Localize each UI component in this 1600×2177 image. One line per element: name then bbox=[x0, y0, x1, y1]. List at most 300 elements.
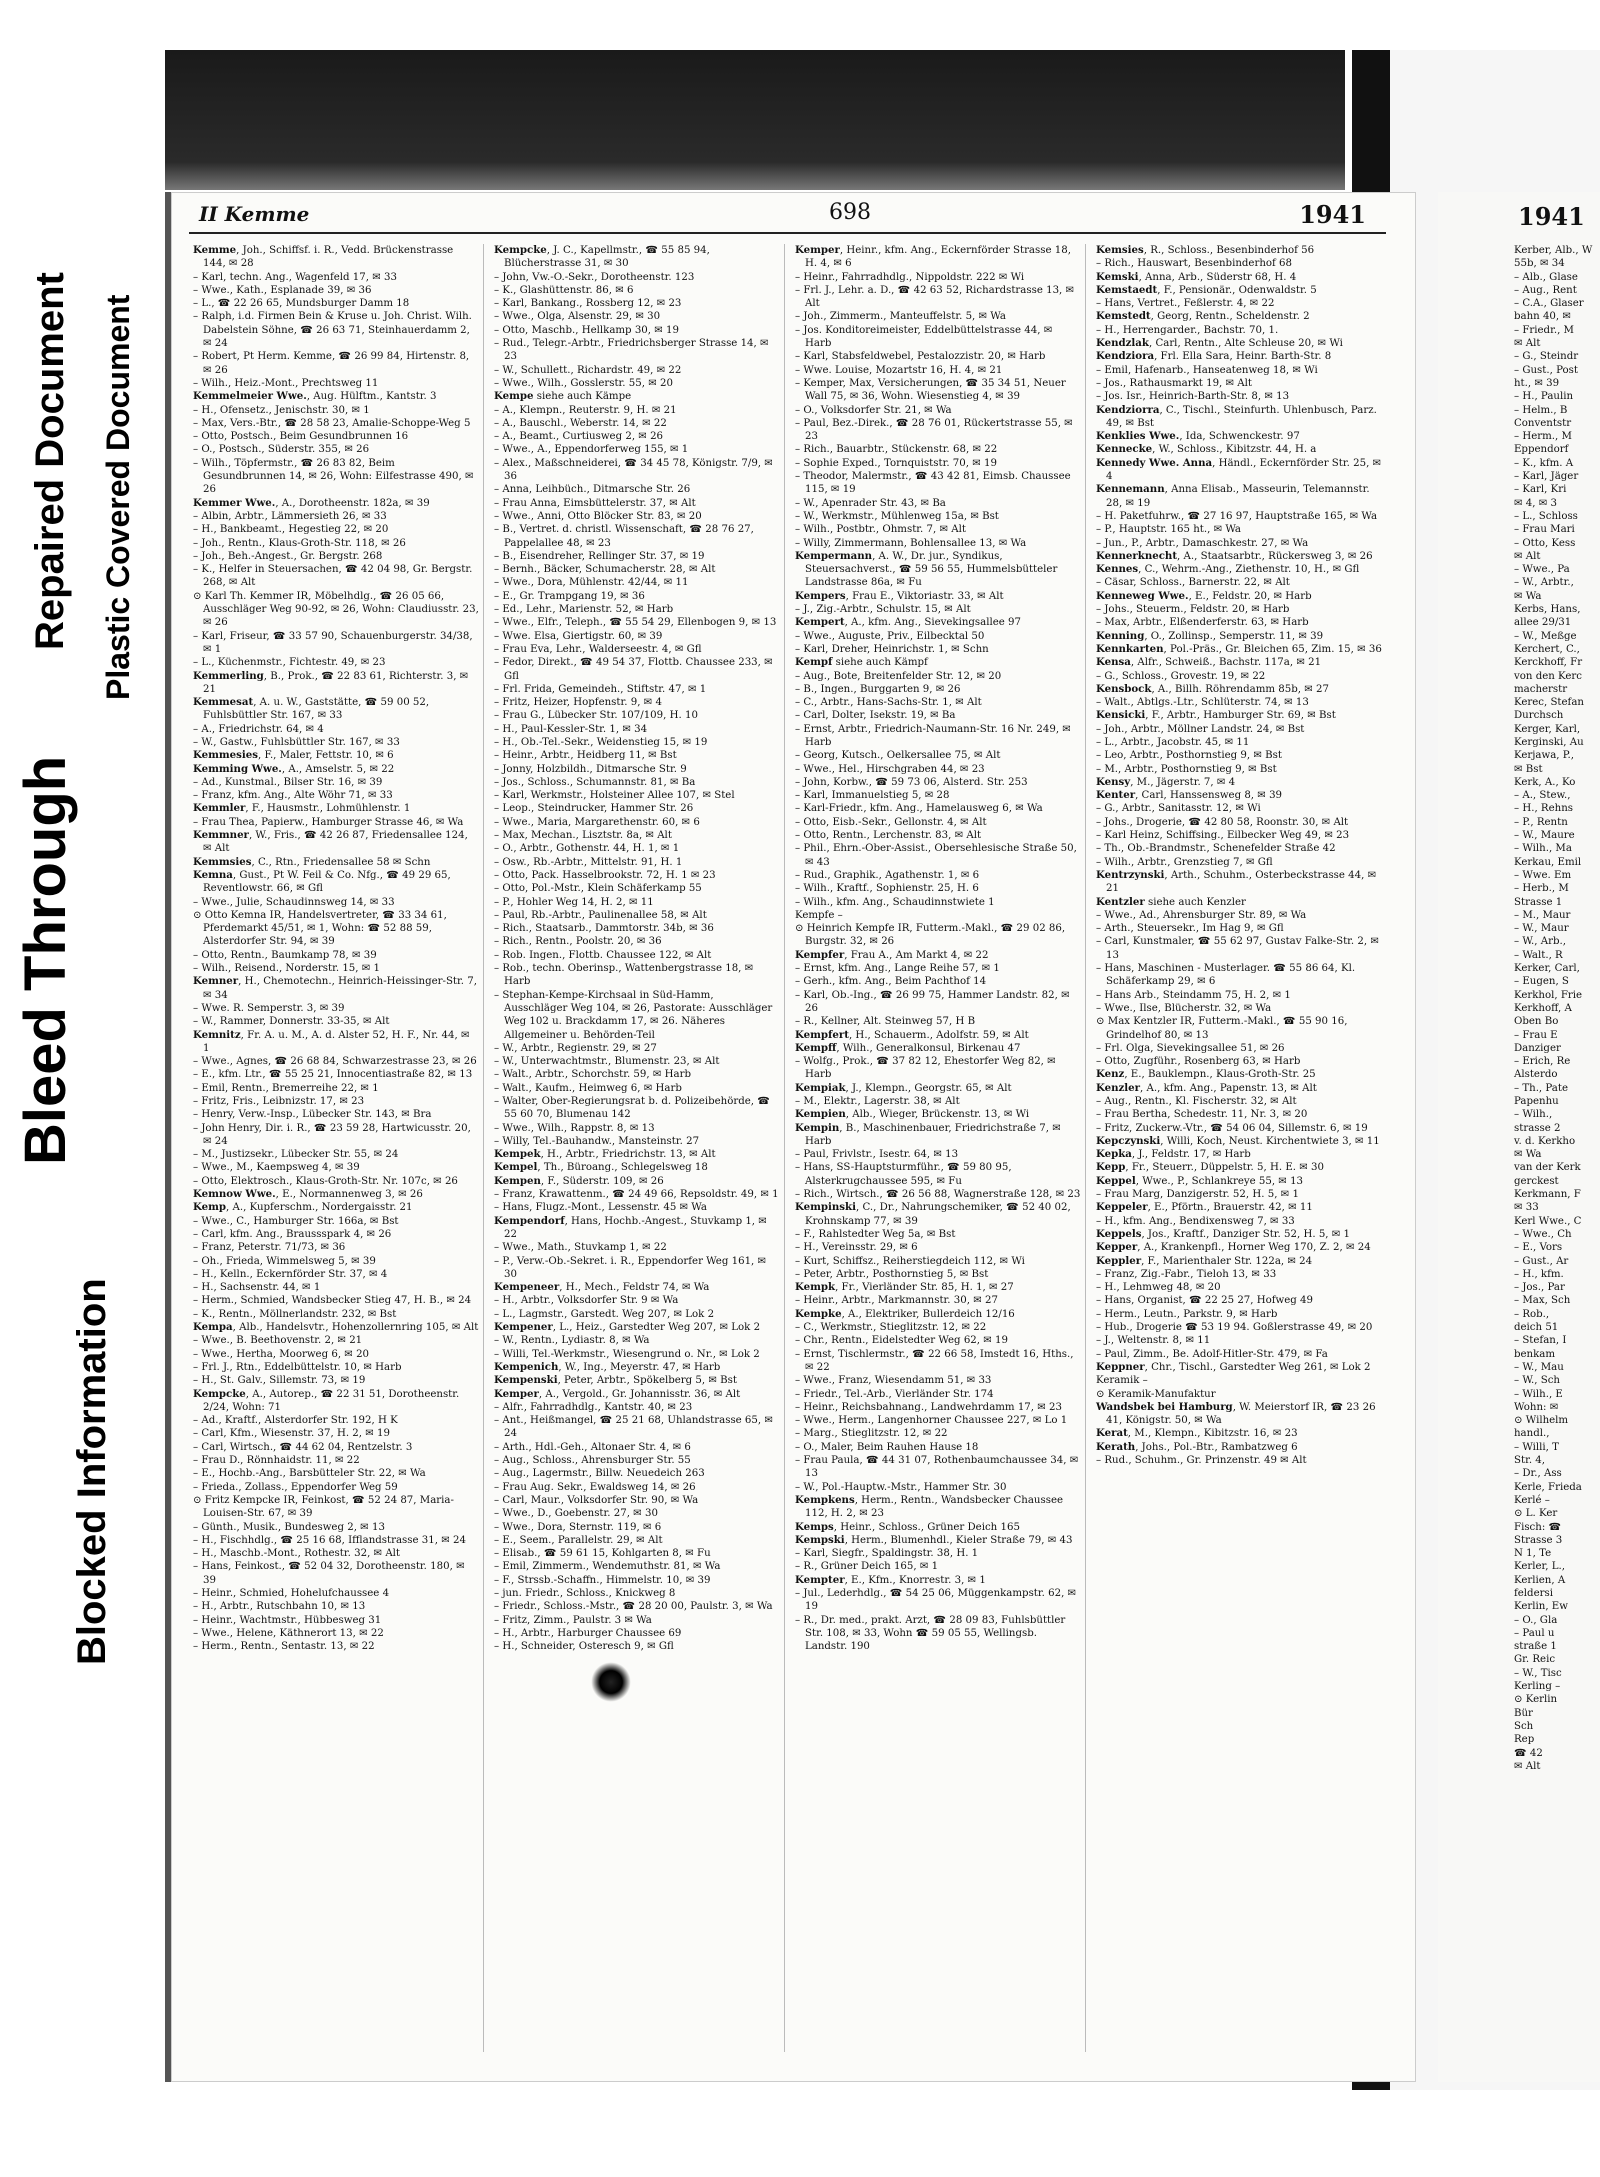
directory-entry: – Osw., Rb.-Arbtr., Mittelstr. 91, H. 1 bbox=[494, 856, 683, 868]
directory-entry: – B., Vertret. d. christl. Wissenschaft, ☎ 28 76 27, Pappelallee 48, ✉ 23 bbox=[494, 524, 754, 549]
directory-entry: – Wwe., Dora, Sternstr. 119, ✉ 6 bbox=[494, 1521, 662, 1533]
directory-entry: – Johs., Drogerie, ☎ 42 80 58, Roonstr. 30, ✉ Alt bbox=[1096, 816, 1349, 828]
next-page-fragment bbox=[1438, 192, 1600, 2082]
next-page-line: benkam bbox=[1514, 1348, 1556, 1360]
directory-page bbox=[165, 192, 1416, 2082]
directory-entry: – Elisab., ☎ 59 61 15, Kohlgarten 8, ✉ Fu bbox=[494, 1548, 711, 1560]
directory-entry: Kemstedt, Georg, Rentn., Scheldenstr. 2 bbox=[1096, 310, 1310, 323]
directory-entry: – Günth., Musik., Bundesweg 2, ✉ 13 bbox=[193, 1521, 385, 1533]
directory-entry: – Henry, Verw.-Insp., Lübecker Str. 143, ✉ Bra bbox=[193, 1109, 432, 1121]
directory-entry: – L., ☎ 22 26 65, Mundsburger Damm 18 bbox=[193, 298, 410, 310]
directory-entry: – Frau Aug. Sekr., Ewaldsweg 14, ✉ 26 bbox=[494, 1481, 696, 1493]
directory-entry: – Emil, Zimmerm., Wendemuthstr. 81, ✉ Wa bbox=[494, 1561, 721, 1573]
next-page-line: – W., Mau bbox=[1514, 1361, 1564, 1373]
ink-blot bbox=[591, 1662, 631, 1702]
directory-entry: – A., Beamt., Curtiusweg 2, ✉ 26 bbox=[494, 431, 664, 443]
directory-entry: – Leo, Arbtr., Posthornstieg 9, ✉ Bst bbox=[1096, 750, 1282, 762]
next-page-line: – W., Meßge bbox=[1514, 630, 1577, 642]
next-page-line: – Wilh., Ma bbox=[1514, 843, 1572, 855]
directory-entry: – Jos., Schloss., Schumannstr. 81, ✉ Ba bbox=[494, 776, 696, 788]
next-page-line: – W., Sch bbox=[1514, 1375, 1560, 1387]
directory-entry: ⊙ Karl Th. Kemmer IR, Möbelhdlg., ☎ 26 05 66, Ausschläger Weg 90-92, ✉ 26, Wohn: Claudiusstr. 23, ✉ 26 bbox=[193, 590, 479, 629]
directory-columns bbox=[189, 244, 1386, 2052]
directory-entry: – Paul, Zimm., Be. Adolf-Hitler-Str. 479, ✉ Fa bbox=[1096, 1348, 1328, 1360]
directory-entry: – Peter, Arbtr., Posthornstieg 5, ✉ Bst bbox=[795, 1268, 989, 1280]
directory-entry: – Wwe., Wilh., Gosslerstr. 55, ✉ 20 bbox=[494, 377, 673, 389]
directory-entry: Kempenski, Peter, Arbtr., Spökelberg 5, ✉ Bst bbox=[494, 1374, 737, 1387]
directory-entry: Kennkarten, Pol.-Präs., Gr. Bleichen 65, Zim. 15, ✉ 36 bbox=[1096, 642, 1382, 655]
directory-entry: – C., Arbtr., Hans-Sachs-Str. 1, ✉ Alt bbox=[795, 697, 982, 709]
directory-entry: Kenning, O., Zollinsp., Semperstr. 11, ✉ 39 bbox=[1096, 629, 1324, 642]
directory-entry: – Fritz, Fris., Leibnizstr. 17, ✉ 23 bbox=[193, 1096, 365, 1107]
directory-entry: – Rud., Graphik., Agathenstr. 1, ✉ 6 bbox=[795, 869, 980, 881]
directory-entry: – Wwe., Agnes, ☎ 26 68 84, Schwarzestrasse 23, ✉ 26 bbox=[193, 1056, 477, 1068]
directory-entry: Kensbock, A., Billh. Röhrendamm 85b, ✉ 27 bbox=[1096, 682, 1329, 695]
directory-entry: Kemmelmeier Wwe., Aug. Hülftm., Kantstr. 3 bbox=[193, 390, 437, 403]
directory-entry: – K., Glashüttenstr. 86, ✉ 6 bbox=[494, 284, 634, 296]
directory-entry: – Theodor, Malermstr., ☎ 43 42 81, Eimsb. Chaussee 115, ✉ 19 bbox=[795, 471, 1071, 496]
directory-entry: – O., Postsch., Süderstr. 355, ✉ 26 bbox=[193, 444, 370, 456]
directory-entry: – Kemper, Max, Versicherungen, ☎ 35 34 51, Neuer Wall 75, ✉ 36, Wohn. Wiesenstieg 4, ✉ 39 bbox=[795, 377, 1066, 403]
directory-entry: – Franz, Peterstr. 71/73, ✉ 36 bbox=[193, 1242, 346, 1254]
directory-entry: – E., Gr. Trampgang 19, ✉ 36 bbox=[494, 590, 645, 602]
directory-entry: Kempen, F., Süderstr. 109, ✉ 26 bbox=[494, 1174, 664, 1187]
directory-entry: – C., Werkmstr., Stieglitzstr. 12, ✉ 22 bbox=[795, 1322, 987, 1334]
directory-entry: Kennecke, W., Schloss., Kibitzstr. 44, H. a bbox=[1096, 443, 1317, 456]
directory-entry: – Karl, Friseur, ☎ 33 57 90, Schauenburgerstr. 34/38, ✉ 1 bbox=[193, 630, 473, 655]
directory-entry: Kemper, Heinr., kfm. Ang., Eckernförder Strasse 18, H. 4, ✉ 6 bbox=[795, 244, 1071, 270]
next-page-line: Strasse 1 bbox=[1514, 896, 1563, 908]
directory-entry: – Wilh., Reisend., Norderstr. 15, ✉ 1 bbox=[193, 963, 381, 975]
directory-entry: – Wwe., Elfr., Teleph., ☎ 55 54 29, Ellenbogen 9, ✉ 13 bbox=[494, 617, 777, 629]
next-page-line: – Walt., R bbox=[1514, 949, 1563, 961]
next-page-line: Fisch: ☎ bbox=[1514, 1521, 1562, 1533]
directory-entry: Kepp, Fr., Steuerr., Düppelstr. 5, H. E. ✉ 30 bbox=[1096, 1161, 1324, 1174]
directory-entry: – Rich., Wirtsch., ☎ 26 56 88, Wagnerstraße 128, ✉ 23 bbox=[795, 1189, 1081, 1201]
next-page-line: von den Kerc bbox=[1514, 670, 1582, 682]
directory-entry: – H., Ob.-Tel.-Sekr., Weidenstieg 15, ✉ 19 bbox=[494, 736, 708, 748]
directory-entry: – Wwe. Elsa, Giertigstr. 60, ✉ 39 bbox=[494, 630, 663, 642]
directory-entry: – A., Bauschl., Weberstr. 14, ✉ 22 bbox=[494, 417, 667, 429]
directory-entry: – Franz, kfm. Ang., Alte Wöhr 71, ✉ 33 bbox=[193, 790, 393, 802]
directory-entry: – Stephan-Kempe-Kirchsaal in Süd-Hamm, Ausschläger Weg 104, ✉ 26, Pastorate: Ausschläger Weg 102 u. Brackdamm 17, ✉ 26. Näheres Allgemeiner u. Behörden-Teil bbox=[494, 989, 773, 1041]
next-page-line: – O., Gla bbox=[1514, 1614, 1558, 1626]
directory-entry: – Heinr., Schmied, Hohelufchaussee 4 bbox=[193, 1587, 390, 1599]
next-page-line: – K., kfm. A bbox=[1514, 457, 1574, 469]
directory-entry: – Paul, Rb.-Arbtr., Paulinenallee 58, ✉ Alt bbox=[494, 909, 707, 921]
next-page-line: – Eugen, S bbox=[1514, 976, 1569, 988]
directory-entry: Kempers, Frau E., Viktoriastr. 33, ✉ Alt bbox=[795, 589, 1004, 602]
next-page-line: ✉ Bst bbox=[1514, 763, 1543, 775]
directory-entry: Kensy, M., Jägerstr. 7, ✉ 4 bbox=[1096, 775, 1236, 788]
next-page-line: – Jos., Par bbox=[1514, 1282, 1565, 1294]
next-page-line: – Max, Sch bbox=[1514, 1295, 1571, 1307]
next-page-line: – Th., Pate bbox=[1514, 1082, 1568, 1094]
directory-entry: – Wwe., Herm., Langenhorner Chaussee 227, ✉ Lo 1 bbox=[795, 1415, 1068, 1427]
directory-entry: – Otto, Pack. Hasselbrookstr. 72, H. 1 ✉ 23 bbox=[494, 869, 716, 881]
next-page-line: Kerkhol, Frie bbox=[1514, 989, 1583, 1001]
directory-entry: – Aug., Schloss., Ahrensburger Str. 55 bbox=[494, 1455, 691, 1467]
next-page-line: Kerber, Alb., W bbox=[1514, 245, 1593, 256]
directory-entry: Kemnow Wwe., E., Normannenweg 3, ✉ 26 bbox=[193, 1188, 423, 1201]
directory-entry: – Ernst, kfm. Ang., Lange Reihe 57, ✉ 1 bbox=[795, 963, 1000, 975]
directory-entry: – Frau Thea, Papierw., Hamburger Strasse 46, ✉ Wa bbox=[193, 816, 464, 828]
next-page-column bbox=[1514, 244, 1600, 1773]
directory-entry: – W., Rammer, Donnerstr. 33-35, ✉ Alt bbox=[193, 1016, 390, 1028]
directory-entry: – L., Küchenmstr., Fichtestr. 49, ✉ 23 bbox=[193, 657, 386, 669]
directory-entry: – R., Dr. med., prakt. Arzt, ☎ 28 09 83, Fuhlsbüttler Str. 108, ✉ 33, Wohn ☎ 59 05 55, Wellingsb. Landstr. 190 bbox=[795, 1614, 1066, 1653]
directory-entry: – Walt., Arbtr., Schorchstr. 59, ✉ Harb bbox=[494, 1069, 691, 1081]
directory-entry: Kempk, Fr., Vierländer Str. 85, H. 1, ✉ 27 bbox=[795, 1281, 1014, 1294]
next-page-line: Kerlin, Ew bbox=[1514, 1601, 1568, 1613]
directory-entry: Kempel, Th., Büroang., Schlegelsweg 18 bbox=[494, 1161, 708, 1174]
directory-entry: – E., Seem., Parallelstr. 29, ✉ Alt bbox=[494, 1534, 663, 1546]
directory-entry: – Franz, Zig.-Fabr., Tieloh 13, ✉ 33 bbox=[1096, 1268, 1277, 1280]
directory-entry: – Frau G., Lübecker Str. 107/109, H. 10 bbox=[494, 710, 698, 722]
directory-entry: Kemsies, R., Schloss., Besenbinderhof 56 bbox=[1096, 244, 1315, 256]
directory-entry: Kempermann, A. W., Dr. jur., Syndikus, Steuersachverst., ☎ 59 56 55, Hummelsbütteler Landstrasse 86a, ✉ Fu bbox=[795, 549, 1058, 589]
next-page-line: – Wilh., E bbox=[1514, 1388, 1563, 1400]
directory-entry: Kempcke, J. C., Kapellmstr., ☎ 55 85 94, Blücherstrasse 31, ✉ 30 bbox=[494, 244, 710, 270]
directory-entry: Keppel, Wwe., P., Schlankreye 55, ✉ 13 bbox=[1096, 1174, 1304, 1187]
directory-entry: – Frau Marg, Danzigerstr. 52, H. 5, ✉ 1 bbox=[1096, 1189, 1299, 1201]
next-page-line: – Willi, T bbox=[1514, 1441, 1559, 1453]
directory-entry: – Arth., Steuersekr., Im Hag 9, ✉ Gfl bbox=[1096, 923, 1284, 935]
directory-entry: – R., Grüner Deich 165, ✉ 1 bbox=[795, 1561, 939, 1573]
directory-entry: Kendziora, Frl. Ella Sara, Heinr. Barth-Str. 8 bbox=[1096, 350, 1332, 363]
directory-entry: – Joh., Arbtr., Möllner Landstr. 24, ✉ Bst bbox=[1096, 723, 1305, 735]
directory-entry: – Paul, Bez.-Direk., ☎ 28 76 01, Rückertstrasse 55, ✉ 23 bbox=[795, 417, 1073, 443]
directory-entry: – Otto, Elektrosch., Klaus-Groth-Str. Nr. 107c, ✉ 26 bbox=[193, 1175, 458, 1187]
directory-entry: Kensa, Alfr., Schweiß., Bachstr. 117a, ✉ 21 bbox=[1096, 656, 1322, 669]
next-page-line: feldersi bbox=[1514, 1587, 1553, 1599]
directory-entry: – Wilh., kfm. Ang., Schaudinnstwiete 1 bbox=[795, 896, 995, 908]
directory-entry: – Wwe., Anni, Otto Blöcker Str. 83, ✉ 20 bbox=[494, 510, 702, 522]
directory-entry: – Wwe., B. Beethovenstr. 2, ✉ 21 bbox=[193, 1335, 363, 1347]
directory-entry: Kemnitz, Fr. A. u. M., A. d. Alster 52, H. F., Nr. 44, ✉ 1 bbox=[193, 1028, 470, 1054]
directory-entry: ⊙ Keramik-Manufaktur bbox=[1096, 1388, 1216, 1400]
directory-entry: – Carl, Dolter, Isekstr. 19, ✉ Ba bbox=[795, 710, 956, 722]
next-page-line: Alsterdo bbox=[1514, 1069, 1558, 1081]
directory-entry: – O., Volksdorfer Str. 21, ✉ Wa bbox=[795, 404, 952, 416]
directory-entry: – Frl. Olga, Sievekingsallee 51, ✉ 26 bbox=[1096, 1042, 1285, 1054]
directory-entry: – W., Gastw., Fuhlsbüttler Str. 167, ✉ 33 bbox=[193, 736, 400, 748]
directory-entry: – Fritz, Heizer, Hopfenstr. 9, ✉ 4 bbox=[494, 697, 662, 709]
directory-entry: – Aug., Lagermstr., Billw. Neuedeich 263 bbox=[494, 1468, 705, 1480]
directory-entry: Kenzler, A., kfm. Ang., Papenstr. 13, ✉ Alt bbox=[1096, 1081, 1317, 1094]
label-repaired-document: Repaired Document bbox=[28, 272, 72, 650]
directory-entry: ⊙ Max Kentzler IR, Futterm.-Makl., ☎ 55 90 16, Grindelhof 80, ✉ 13 bbox=[1096, 1016, 1348, 1041]
directory-entry: – Ad., Kunstmal., Bilser Str. 16, ✉ 39 bbox=[193, 776, 383, 788]
directory-entry: – Otto, Zugführ., Rosenberg 63, ✉ Harb bbox=[1096, 1056, 1301, 1068]
directory-entry: Kempendorf, Hans, Hochb.-Angest., Stuvkamp 1, ✉ 22 bbox=[494, 1214, 767, 1240]
directory-entry: Kempiak, J., Klempn., Georgstr. 65, ✉ Alt bbox=[795, 1081, 1012, 1094]
directory-entry: – Wwe., D., Goebenstr. 27, ✉ 30 bbox=[494, 1508, 658, 1520]
directory-entry: Kemmsies, C., Rtn., Friedensallee 58 ✉ Schn bbox=[193, 855, 431, 868]
directory-entry: – M., Elektr., Lagerstr. 38, ✉ Alt bbox=[795, 1096, 960, 1107]
next-page-line: Papenhu bbox=[1514, 1096, 1559, 1107]
directory-entry: Keppner, Chr., Tischl., Garstedter Weg 261, ✉ Lok 2 bbox=[1096, 1360, 1371, 1373]
directory-entry: – Marg., Stieglitzstr. 12, ✉ 22 bbox=[795, 1428, 948, 1440]
next-page-line: macherstr bbox=[1514, 683, 1568, 695]
directory-entry: ⊙ Fritz Kempcke IR, Feinkost, ☎ 52 24 87, Maria-Louisen-Str. 67, ✉ 39 bbox=[193, 1494, 454, 1520]
directory-entry: – Fedor, Direkt., ☎ 49 54 37, Flottb. Chaussee 233, ✉ Gfl bbox=[494, 657, 773, 682]
directory-entry: Keppeler, E., Pförtn., Brauerstr. 42, ✉ 11 bbox=[1096, 1201, 1313, 1214]
directory-entry: – W., Pol.-Hauptw.-Mstr., Hammer Str. 30 bbox=[795, 1481, 1007, 1493]
next-page-line: – Wwe. Em bbox=[1514, 869, 1572, 881]
next-page-line: – W., Tisc bbox=[1514, 1667, 1562, 1679]
directory-entry: – Wwe., Math., Stuvkamp 1, ✉ 22 bbox=[494, 1242, 667, 1254]
directory-entry: – Karl, Werkmstr., Holsteiner Allee 107, ✉ Stel bbox=[494, 790, 735, 802]
directory-entry: – H., Paul-Kessler-Str. 1, ✉ 34 bbox=[494, 723, 648, 735]
directory-entry: – H. Paketfuhrw., ☎ 27 16 97, Hauptstraße 165, ✉ Wa bbox=[1096, 510, 1378, 522]
column-1 bbox=[189, 244, 484, 2052]
next-page-line: deich 51 bbox=[1514, 1322, 1559, 1334]
directory-entry: – Wwe., C., Hamburger Str. 166a, ✉ Bst bbox=[193, 1215, 399, 1227]
directory-entry: – Hans, Vertret., Feßlerstr. 4, ✉ 22 bbox=[1096, 298, 1275, 310]
directory-entry: – Frau Bertha, Schedestr. 11, Nr. 3, ✉ 20 bbox=[1096, 1109, 1308, 1121]
directory-entry: – Anna, Leihbüch., Ditmarsche Str. 26 bbox=[494, 484, 691, 496]
directory-entry: – Rob., techn. Oberinsp., Wattenbergstrasse 18, ✉ Harb bbox=[494, 963, 754, 988]
directory-entry: ⊙ Heinrich Kempfe IR, Futterm.-Makl., ☎ 29 02 86, Burgstr. 32, ✉ 26 bbox=[795, 923, 1066, 948]
next-page-line: 55b, ✉ 34 bbox=[1514, 258, 1565, 270]
directory-entry: – H., Vereinsstr. 29, ✉ 6 bbox=[795, 1242, 918, 1254]
next-page-line: Sch bbox=[1514, 1720, 1534, 1732]
next-page-line: ✉ Alt bbox=[1514, 1760, 1541, 1772]
directory-entry: – Alfr., Fahrradhdlg., Kantstr. 40, ✉ 23 bbox=[494, 1401, 693, 1413]
directory-entry: Kemmerling, B., Prok., ☎ 22 83 61, Richterstr. 3, ✉ 21 bbox=[193, 669, 469, 695]
next-page-line: – H., Rehns bbox=[1514, 803, 1573, 815]
next-page-line: Kerjawa, P., bbox=[1514, 750, 1575, 762]
directory-entry: – Ralph, i.d. Firmen Bein & Kruse u. Joh. Christ. Wilh. Dabelstein Söhne, ☎ 26 63 71, Steinhauerdamm 2, ✉ 24 bbox=[193, 311, 472, 350]
directory-entry: Kerath, Johs., Pol.-Btr., Rambatzweg 6 bbox=[1096, 1440, 1298, 1453]
directory-entry: – Hub., Drogerie ☎ 53 19 94. Goßlerstrasse 49, ✉ 20 bbox=[1096, 1322, 1373, 1334]
next-page-line: ✉ Alt bbox=[1514, 550, 1541, 562]
directory-entry: Kempke, A., Elektriker, Bullerdeich 12/16 bbox=[795, 1307, 1015, 1320]
directory-entry: – H., Arbtr., Rutschbahn 10, ✉ 13 bbox=[193, 1601, 366, 1613]
directory-entry: – Herm., Schmied, Wandsbecker Stieg 47, H. B., ✉ 24 bbox=[193, 1295, 472, 1307]
directory-entry: – Carl, Wirtsch., ☎ 44 62 04, Rentzelstr. 3 bbox=[193, 1441, 413, 1453]
directory-entry: – E., Hochb.-Ang., Barsbütteler Str. 22, ✉ Wa bbox=[193, 1468, 426, 1480]
next-page-line: Eppendorf bbox=[1514, 444, 1569, 456]
label-plastic-covered-document: Plastic Covered Document bbox=[100, 294, 136, 700]
directory-entry: – H., Arbtr., Volksdorfer Str. 9 ✉ Wa bbox=[494, 1295, 679, 1307]
directory-entry: Kempa, Alb., Handelsvtr., Hohenzollernring 105, ✉ Alt bbox=[193, 1321, 479, 1334]
directory-entry: – F., Rahlstedter Weg 5a, ✉ Bst bbox=[795, 1228, 956, 1240]
directory-entry: – Rud., Telegr.-Arbtr., Friedrichsberger Strasse 14, ✉ 23 bbox=[494, 338, 769, 363]
directory-entry: – Heinr., Wachtmstr., Hübbesweg 31 bbox=[193, 1614, 382, 1626]
directory-entry: Kenneweg Wwe., E., Feldstr. 20, ✉ Harb bbox=[1096, 589, 1312, 602]
directory-entry: – Hans, SS-Hauptsturmführ., ☎ 59 80 95, Alsterkrugchaussee 595, ✉ Fu bbox=[795, 1162, 1012, 1187]
directory-entry: Keppler, F., Marienthaler Str. 122a, ✉ 24 bbox=[1096, 1254, 1313, 1267]
scan-shadow-top bbox=[165, 50, 1345, 190]
directory-entry: – Hans Arb., Steindamm 75, H. 2, ✉ 1 bbox=[1096, 989, 1291, 1001]
next-page-line: – W., Arb., bbox=[1514, 936, 1566, 948]
directory-entry: – L., Lagmstr., Garstedt. Weg 207, ✉ Lok 2 bbox=[494, 1308, 715, 1320]
directory-entry: – Otto, Pol.-Mstr., Klein Schäferkamp 55 bbox=[494, 883, 702, 895]
directory-entry: Kempenich, W., Ing., Meyerstr. 47, ✉ Harb bbox=[494, 1360, 721, 1373]
next-page-line: – Wwe., Ch bbox=[1514, 1228, 1572, 1240]
directory-entry: Kentzler siehe auch Kenzler bbox=[1096, 895, 1246, 908]
directory-entry: Kempfe – bbox=[795, 909, 843, 921]
directory-entry: – Joh., Rentn., Klaus-Groth-Str. 118, ✉ 26 bbox=[193, 537, 406, 549]
directory-entry: Kemstaedt, F., Pensionär., Odenwaldstr. 5 bbox=[1096, 283, 1317, 296]
directory-entry: – J., Zig.-Arbtr., Schulstr. 15, ✉ Alt bbox=[795, 604, 971, 616]
directory-entry: – Karl, Bankang., Rossberg 12, ✉ 23 bbox=[494, 298, 682, 310]
directory-entry: – Herm., Rentn., Sentastr. 13, ✉ 22 bbox=[193, 1641, 375, 1653]
directory-entry: Keppels, Jos., Kraftf., Danziger Str. 52, H. 5, ✉ 1 bbox=[1096, 1227, 1351, 1240]
next-page-line: Str. 4, bbox=[1514, 1455, 1546, 1467]
directory-entry: – Frau Paula, ☎ 44 31 07, Rothenbaumchaussee 34, ✉ 13 bbox=[795, 1455, 1079, 1480]
page-number: 698 bbox=[829, 200, 871, 225]
directory-entry: – B., Eisendreher, Rellinger Str. 37, ✉ 19 bbox=[494, 550, 705, 562]
next-page-line: Conventstr bbox=[1514, 417, 1572, 429]
next-page-line: Wohn: ✉ bbox=[1514, 1401, 1559, 1413]
directory-entry: – Wwe., A., Eppendorferweg 155, ✉ 1 bbox=[494, 444, 689, 456]
next-page-line: Kerginski, Au bbox=[1514, 736, 1584, 748]
next-page-line: Strasse 3 bbox=[1514, 1534, 1563, 1546]
directory-entry: – Phil., Ehrn.-Ober-Assist., Obersehlesische Straße 50, ✉ 43 bbox=[795, 843, 1077, 868]
directory-entry: – Oh., Frieda, Wimmelsweg 5, ✉ 39 bbox=[193, 1255, 376, 1267]
directory-entry: – Cäsar, Schloss., Barnerstr. 22, ✉ Alt bbox=[1096, 577, 1290, 589]
next-page-year: 1941 bbox=[1518, 202, 1585, 231]
directory-entry: – B., Ingen., Burggarten 9, ✉ 26 bbox=[795, 683, 961, 695]
directory-entry: – Chr., Rentn., Eidelstedter Weg 62, ✉ 19 bbox=[795, 1335, 1008, 1347]
directory-entry: – John, Vw.-O.-Sekr., Dorotheenstr. 123 bbox=[494, 271, 695, 283]
directory-entry: – Walt., Kaufm., Heimweg 6, ✉ Harb bbox=[494, 1082, 682, 1094]
directory-entry: – Johs., Steuerm., Feldstr. 20, ✉ Harb bbox=[1096, 604, 1290, 616]
label-bleed-through: Bleed Through bbox=[13, 755, 78, 1165]
next-page-line: – W., Arbtr., bbox=[1514, 577, 1574, 589]
directory-entry: Kendziorra, C., Tischl., Steinfurth. Uhlenbusch, Parz. 49, ✉ Bst bbox=[1096, 403, 1377, 429]
directory-entry: – O., Maler, Beim Rauhen Hause 18 bbox=[795, 1441, 979, 1453]
next-page-line: Durchsch bbox=[1514, 710, 1564, 722]
directory-entry: – Gerh., kfm. Ang., Beim Pachthof 14 bbox=[795, 976, 987, 988]
next-page-line: bahn 40, ✉ bbox=[1514, 311, 1571, 323]
directory-entry: – W., Rentn., Lydiastr. 8, ✉ Wa bbox=[494, 1335, 650, 1347]
directory-entry: – Hans, Feinkost., ☎ 52 04 32, Dorotheenstr. 180, ✉ 39 bbox=[193, 1561, 465, 1586]
directory-entry: – Carl, kfm. Ang., Braussspark 4, ✉ 26 bbox=[193, 1228, 392, 1240]
directory-entry: – Kurt, Schiffsz., Reiherstiegdeich 112, ✉ Wi bbox=[795, 1255, 1025, 1267]
directory-entry: – Karl Heinz, Schiffsing., Eilbecker Weg 49, ✉ 23 bbox=[1096, 830, 1350, 842]
directory-entry: – H., kfm. Ang., Bendixensweg 7, ✉ 33 bbox=[1096, 1215, 1295, 1227]
directory-entry: – Jos. Konditoreimeister, Eddelbüttelstrasse 44, ✉ Harb bbox=[795, 324, 1053, 350]
directory-entry: – Wilh., Kraftf., Sophienstr. 25, H. 6 bbox=[795, 883, 979, 895]
directory-entry: – Fritz, Zimm., Paulstr. 3 ✉ Wa bbox=[494, 1614, 652, 1626]
directory-entry: Kemski, Anna, Arb., Süderstr 68, H. 4 bbox=[1096, 270, 1297, 283]
directory-entry: – Aug., Bote, Breitenfelder Str. 12, ✉ 20 bbox=[795, 670, 1002, 682]
directory-entry: – Frau Anna, Eimsbüttelerstr. 37, ✉ Alt bbox=[494, 497, 696, 509]
directory-entry: – Heinr., Arbtr., Markmannstr. 30, ✉ 27 bbox=[795, 1295, 998, 1307]
directory-entry: – Wwe., M., Kaempsweg 4, ✉ 39 bbox=[193, 1162, 360, 1174]
next-page-line: – Gust., Post bbox=[1514, 364, 1578, 376]
next-page-line: – Frau Mari bbox=[1514, 524, 1575, 536]
next-page-line: Kerling – bbox=[1514, 1681, 1561, 1693]
directory-entry: – H., Schneider, Osteresch 9, ✉ Gfl bbox=[494, 1641, 674, 1653]
directory-entry: – Otto, Maschb., Hellkamp 30, ✉ 19 bbox=[494, 324, 679, 336]
directory-entry: Kempski, Herm., Blumenhdl., Kieler Straße 79, ✉ 43 bbox=[795, 1533, 1073, 1546]
next-page-line: – Erich, Re bbox=[1514, 1056, 1571, 1068]
directory-entry: – O., Arbtr., Gothenstr. 44, H. 1, ✉ 1 bbox=[494, 843, 680, 855]
directory-entry: Kepczynski, Willi, Koch, Neust. Kirchentwiete 3, ✉ 11 bbox=[1096, 1134, 1380, 1147]
next-page-line: – W., Maure bbox=[1514, 830, 1575, 842]
directory-entry: – F., Strssb.-Schaffn., Himmelstr. 10, ✉ 39 bbox=[494, 1574, 711, 1586]
next-page-line: ⊙ L. Ker bbox=[1514, 1508, 1558, 1520]
directory-entry: – Frl. J., Rtn., Eddelbüttelstr. 10, ✉ Harb bbox=[193, 1361, 402, 1373]
directory-entry: – Wwe. Louise, Mozartstr 16, H. 4, ✉ 21 bbox=[795, 364, 1003, 376]
next-page-line: Rep bbox=[1514, 1734, 1535, 1746]
directory-entry: Kempfert, H., Schauerm., Adolfstr. 59, ✉ Alt bbox=[795, 1028, 1029, 1041]
directory-entry: – Wwe., Franz, Wiesendamm 51, ✉ 33 bbox=[795, 1375, 992, 1387]
directory-entry: – P., Hauptstr. 165 ht., ✉ Wa bbox=[1096, 524, 1242, 536]
next-page-line: Kerle, Frieda bbox=[1514, 1481, 1582, 1493]
directory-entry: – Carl, Maur., Volksdorfer Str. 90, ✉ Wa bbox=[494, 1494, 699, 1506]
directory-entry: Kemming Wwe., A., Amselstr. 5, ✉ 22 bbox=[193, 762, 395, 775]
directory-entry: – Wilh., Töpfermstr., ☎ 26 83 82, Beim Gesundbrunnen 14, ✉ 26, Wohn: Eilfestrasse 490, ✉ 26 bbox=[193, 457, 474, 496]
directory-entry: – M., Justizsekr., Lübecker Str. 55, ✉ 24 bbox=[193, 1149, 399, 1161]
directory-entry: – Otto, Rentn., Lerchenstr. 83, ✉ Alt bbox=[795, 830, 982, 842]
next-page-line: Bür bbox=[1514, 1707, 1533, 1719]
directory-entry: – H., Lehmweg 48, ✉ 20 bbox=[1096, 1282, 1221, 1294]
next-page-line: v. d. Kerkho bbox=[1514, 1135, 1576, 1147]
directory-entry: Kemmler, F., Hausmstr., Lohmühlenstr. 1 bbox=[193, 802, 411, 815]
directory-entry: – Emil, Hafenarb., Hanseatenweg 18, ✉ Wi bbox=[1096, 364, 1318, 376]
next-page-line: Kerlien, A bbox=[1514, 1574, 1566, 1586]
directory-entry: – Max, Arbtr., Elßenderferstr. 63, ✉ Harb bbox=[1096, 617, 1309, 629]
directory-entry: – Frau Eva, Lehr., Walderseestr. 4, ✉ Gfl bbox=[494, 643, 702, 655]
next-page-line: – Herb., M bbox=[1514, 883, 1569, 895]
directory-entry: Kempek, H., Arbtr., Friedrichstr. 13, ✉ Alt bbox=[494, 1148, 716, 1161]
directory-entry: – Otto, Rentn., Baumkamp 78, ✉ 39 bbox=[193, 949, 377, 961]
directory-entry: – Wwe., Kath., Esplanade 39, ✉ 36 bbox=[193, 284, 372, 296]
directory-entry: Kemner, H., Chemotechn., Heinrich-Heissinger-Str. 7, ✉ 34 bbox=[193, 975, 477, 1001]
directory-entry: – M., Arbtr., Posthornstieg 9, ✉ Bst bbox=[1096, 763, 1277, 775]
directory-entry: – Friedr., Schloss.-Mstr., ☎ 28 20 00, Paulstr. 3, ✉ Wa bbox=[494, 1601, 773, 1613]
next-page-line: strasse 2 bbox=[1514, 1122, 1561, 1134]
directory-entry: Kendzlak, Carl, Rentn., Alte Schleuse 20, ✉ Wi bbox=[1096, 337, 1343, 350]
next-page-line: – Wwe., Pa bbox=[1514, 564, 1570, 576]
directory-entry: – H., Bankbeamt., Hegestieg 22, ✉ 20 bbox=[193, 524, 389, 536]
directory-entry: Kempeneer, H., Mech., Feldstr 74, ✉ Wa bbox=[494, 1281, 710, 1294]
directory-entry: Kempcke, A., Autorep., ☎ 22 31 51, Dorotheenstr. 2/24, Wohn: 71 bbox=[193, 1387, 460, 1413]
directory-entry: – H., Sachsenstr. 44, ✉ 1 bbox=[193, 1282, 321, 1294]
directory-entry: Kensicki, F., Arbtr., Hamburger Str. 69, ✉ Bst bbox=[1096, 709, 1336, 722]
page-header bbox=[189, 200, 1386, 234]
directory-entry: Kempert, A., kfm. Ang., Sievekingsallee 97 bbox=[795, 616, 1022, 629]
directory-entry: Kemmer Wwe., A., Dorotheenstr. 182a, ✉ 39 bbox=[193, 496, 430, 509]
next-page-line: ✉ 4, ✉ 3 bbox=[1514, 497, 1557, 509]
directory-entry: – Aug., Rentn., Kl. Fischerstr. 32, ✉ Alt bbox=[1096, 1096, 1297, 1107]
next-page-line: Kerkhoff, A bbox=[1514, 1002, 1572, 1014]
directory-entry: Kempien, Alb., Wieger, Brückenstr. 13, ✉ Wi bbox=[795, 1108, 1030, 1121]
next-page-line: – E., Vors bbox=[1514, 1242, 1563, 1254]
next-page-line: Kerkmann, F bbox=[1514, 1189, 1581, 1201]
directory-entry: – Wwe. R. Semperstr. 3, ✉ 39 bbox=[193, 1002, 345, 1014]
directory-entry: – Rich., Bauarbtr., Stückenstr. 68, ✉ 22 bbox=[795, 444, 998, 456]
directory-entry: – Wwe., Maria, Margarethenstr. 60, ✉ 6 bbox=[494, 816, 700, 828]
label-blocked-information: Blocked Information bbox=[70, 1278, 114, 1665]
directory-entry: Kepper, A., Krankenpfl., Horner Weg 170, Z. 2, ✉ 24 bbox=[1096, 1241, 1371, 1254]
next-page-line: – H., Paulin bbox=[1514, 391, 1574, 403]
directory-entry: Kempter, E., Kfm., Knorrestr. 3, ✉ 1 bbox=[795, 1573, 986, 1586]
next-page-line: – Frau E bbox=[1514, 1029, 1558, 1041]
next-page-line: Kerkau, Emil bbox=[1514, 856, 1582, 868]
directory-entry: – Wolfg., Prok., ☎ 37 82 12, Ehestorfer Weg 82, ✉ Harb bbox=[795, 1056, 1056, 1081]
next-page-line: – Wilh., bbox=[1514, 1109, 1553, 1121]
directory-entry: – R., Kellner, Alt. Steinweg 57, H B bbox=[795, 1016, 976, 1028]
directory-entry: – Jul., Lederhdlg., ☎ 54 25 06, Müggenkampstr. 62, ✉ 19 bbox=[795, 1587, 1077, 1613]
directory-entry: – Georg, Kutsch., Oelkersallee 75, ✉ Alt bbox=[795, 750, 1001, 762]
